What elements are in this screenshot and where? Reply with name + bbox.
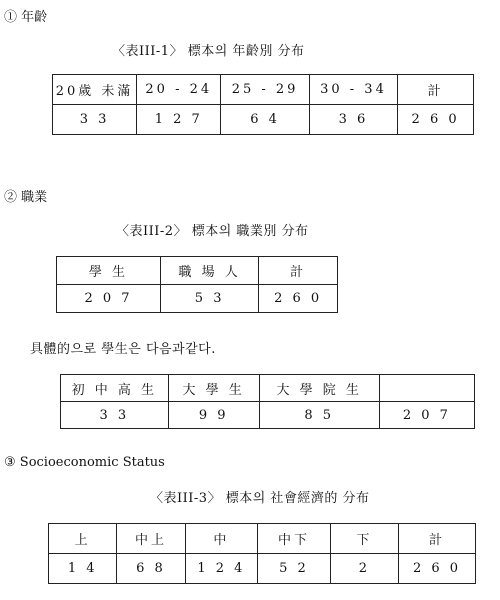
- table-header-cell: [379, 375, 474, 402]
- table-header-row: [53, 75, 474, 105]
- table-cell: 3 3: [61, 402, 169, 429]
- table-cell: 2 6 0: [398, 105, 474, 135]
- student-breakdown-text: 具體的으로 學生은 다음과같다.: [30, 342, 216, 357]
- table-header-cell: 中下: [258, 524, 331, 554]
- table-cell: 1 4: [49, 554, 117, 584]
- table-row: [57, 285, 338, 313]
- table-1-caption: 〈表III-1〉 標本의 年齡別 分布: [112, 44, 305, 59]
- table-header-cell: 計: [398, 75, 474, 105]
- section-2-title: 職業: [21, 190, 48, 205]
- table-3-caption: 〈表III-3〉 標本의 社會經濟的 分布: [150, 491, 370, 506]
- table-header-row: [57, 257, 338, 285]
- section-2-heading: [4, 186, 47, 205]
- table-header-cell: 初 中 高 生: [61, 375, 169, 402]
- section-1-heading: [4, 6, 47, 25]
- table-header-cell: 20歲 未滿: [53, 75, 137, 105]
- section-3-title: Socioeconomic Status: [19, 455, 165, 470]
- student-breakdown-table: [60, 374, 475, 429]
- table-header-row: [49, 524, 476, 554]
- table-cell: 3 6: [309, 105, 397, 135]
- table-row: [49, 554, 476, 584]
- socioeconomic-distribution-table: [48, 523, 476, 584]
- section-3-marker: ③: [4, 455, 16, 470]
- table-cell: 3 3: [53, 105, 137, 135]
- table-header-cell: 計: [399, 524, 476, 554]
- table-cell: 2 0 7: [57, 285, 161, 313]
- table-row: [61, 402, 475, 429]
- section-1-title: 年齡: [21, 10, 48, 25]
- table-cell: 1 2 4: [185, 554, 258, 584]
- table-header-cell: 中: [185, 524, 258, 554]
- table-cell: 8 5: [259, 402, 379, 429]
- table-header-cell: 計: [259, 257, 338, 285]
- occupation-distribution-table: [56, 256, 338, 313]
- table-cell: 5 2: [258, 554, 331, 584]
- table-header-cell: 20 - 24: [137, 75, 221, 105]
- section-1-marker: ①: [4, 10, 18, 25]
- table-cell: 1 2 7: [137, 105, 221, 135]
- table-header-cell: 上: [49, 524, 117, 554]
- table-cell: 6 8: [117, 554, 185, 584]
- table-header-row: [61, 375, 475, 402]
- section-3-heading: [4, 455, 165, 470]
- table-cell: 2 6 0: [259, 285, 338, 313]
- table-header-cell: 職 場 人: [160, 257, 258, 285]
- table-cell: 2: [330, 554, 398, 584]
- table-cell: 6 4: [221, 105, 309, 135]
- table-header-cell: 下: [330, 524, 398, 554]
- table-2-caption: 〈表III-2〉 標本의 職業別 分布: [116, 224, 309, 239]
- table-row: [53, 105, 474, 135]
- section-2-marker: ②: [4, 190, 18, 205]
- table-header-cell: 學 生: [57, 257, 161, 285]
- table-cell: 2 0 7: [379, 402, 474, 429]
- table-cell: 9 9: [168, 402, 259, 429]
- table-header-cell: 25 - 29: [221, 75, 309, 105]
- table-header-cell: 中上: [117, 524, 185, 554]
- table-header-cell: 大 學 生: [168, 375, 259, 402]
- table-cell: 5 3: [160, 285, 258, 313]
- table-header-cell: 30 - 34: [309, 75, 397, 105]
- age-distribution-table: [52, 74, 474, 135]
- table-cell: 2 6 0: [399, 554, 476, 584]
- table-header-cell: 大 學 院 生: [259, 375, 379, 402]
